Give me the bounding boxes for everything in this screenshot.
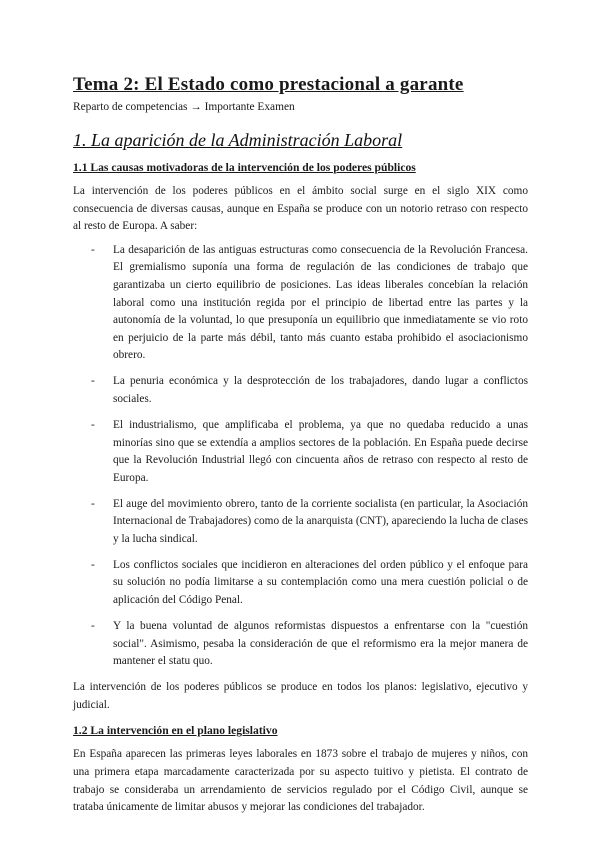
list-bullet: - [91,418,95,431]
subsection-1-1-intro: La intervención de los poderes públicos en el ámbito social surge en el siglo XIX como consecuencia de diversas causas, aunque en España se produce con un notorio retraso con respecto al resto de Europa. A saber: [73,185,528,233]
document-subtitle: Reparto de competencias → Importante Examen [73,101,295,113]
list-item [73,496,528,549]
list-item-text: Los conflictos sociales que incidieron en alteraciones del orden público y el enfoque para su solución no podía limitarse a su contemplación como una mera cuestión policial o de aplicación del Código Penal. [113,558,528,607]
list-item-text: La desaparición de las antiguas estructuras como consecuencia de la Revolución Francesa. El gremialismo suponía una forma de regulación de las condiciones de trabajo que garantizaba un cierto equilibrio de posiciones. Las ideas liberales concebían la relación laboral como una institución regida por el principio de libertad entre las partes y la autonomía de la voluntad, lo que presuponía un equilibrio que inmediatamente se vio roto en perjuicio de la parte más débil, tanto más cuanto estaba prohibido el asociacionismo obrero. [113,243,528,362]
document-title: Tema 2: El Estado como prestacional a garante [73,74,464,95]
subsection-1-2-paragraph: En España aparecen las primeras leyes laborales en 1873 sobre el trabajo de mujeres y niños, con una primera etapa marcadamente caracterizada por su aspecto tuitivo y pietista. El contrato de trabajo se consideraba un arrendamiento de servicios regulado por el Código Civil, aunque se trataba únicamente de limitar abusos y mejorar las condiciones del trabajador. [73,748,528,814]
list-bullet: - [91,375,95,388]
list-item-text: El auge del movimiento obrero, tanto de la corriente socialista (en particular, la Asociación Internacional de Trabajadores) como de la anarquista (CNT), apareciendo la lucha de clases y la lucha sindical. [113,497,528,545]
list-item-text: Y la buena voluntad de algunos reformistas dispuestos a enfrentarse con la "cuestión social". Asimismo, pesaba la consideración de que el reformismo era la mejor manera de mantener el statu quo. [113,620,528,668]
list-bullet: - [91,497,95,510]
list-item-text: El industrialismo, que amplificaba el problema, ya que no quedaba reducido a unas minorías sino que se extendía a amplios sectores de la población. En España puede decirse que la Revolución Industrial llegó con cincuenta años de retraso con respecto al resto de Europa. [113,418,528,484]
list-bullet: - [91,620,95,633]
list-item [73,618,528,671]
list-bullet: - [91,243,95,256]
list-item [73,417,528,487]
subsection-1-1-heading: 1.1 Las causas motivadoras de la intervención de los poderes públicos [73,161,416,174]
causes-list [73,242,528,671]
subsection-1-2-heading: 1.2 La intervención en el plano legislativo [73,724,278,738]
list-item [73,557,528,610]
list-item-text: La penuria económica y la desprotección de los trabajadores, dando lugar a conflictos sociales. [113,375,528,405]
list-item [73,242,528,365]
section-1-heading: 1. La aparición de la Administración Laboral [73,130,403,150]
list-bullet: - [91,558,95,571]
list-item [73,373,528,408]
subsection-1-1-closing: La intervención de los poderes públicos se produce en todos los planos: legislativo, ejecutivo y judicial. [73,681,528,711]
